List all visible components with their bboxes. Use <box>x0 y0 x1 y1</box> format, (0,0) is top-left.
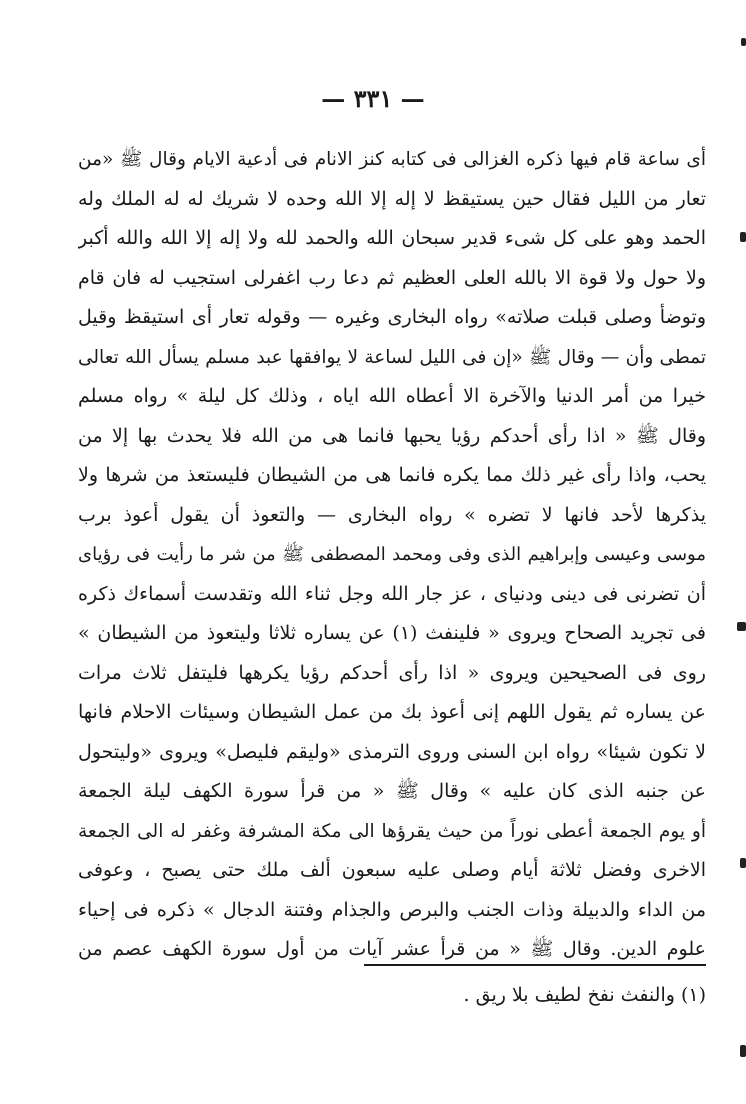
text-line: عن يساره ثم يقول اللهم إنى أعوذ بك من عمل الشيطان وسيئات الاحلام فانها <box>78 701 706 723</box>
footnote: (١) والنفث نفخ لطيف بلا ريق . <box>463 984 706 1006</box>
text-line: تعار من الليل فقال حين يستيقظ لا إله إلا الله وحده لا شريك له له الملك وله <box>78 187 706 210</box>
text-line: الاخرى وفضل ثلاثة أيام وصلى عليه سبعون ألف ملك حتى يصبح ، وعوفى <box>78 859 706 881</box>
text-line: لا تكون شيئا» رواه ابن السنى وروى الترمذى «وليقم فليصل» ويروى «وليتحول <box>78 740 706 763</box>
text-line: خيرا من أمر الدنيا والآخرة الا أعطاه الله اياه ، وذلك كل ليلة » رواه مسلم <box>78 385 706 407</box>
text-line: موسى وعيسى وإبراهيم الذى وفى ومحمد المصطفى ﷺ من شر ما رأيت فى رؤياى <box>78 544 706 565</box>
binding-mark <box>740 1045 746 1057</box>
text-line: أن تضرنى فى دينى ودنياى ، عز جار الله وجل ثناء الله وتقدست أسماءك ذكره <box>78 582 706 605</box>
binding-mark <box>741 38 746 46</box>
binding-mark <box>740 858 746 868</box>
page-number: — ٣٣١ — <box>321 84 425 113</box>
text-line: أو يوم الجمعة أعطى نوراً من حيث يقرؤها الى مكة المشرفة وغفر له الى الجمعة <box>78 820 706 842</box>
text-line: وقال ﷺ « اذا رأى أحدكم رؤيا يحبها فانما هى من الله فلا يحدث بها إلا من <box>78 424 706 447</box>
text-line: فى تجريد الصحاح ويروى « فلينفث (١) عن يساره ثلاثا وليتعوذ من الشيطان » <box>78 622 706 644</box>
text-line: أى ساعة قام فيها ذكره الغزالى فى كتابه كنز الانام فى أدعية الايام وقال ﷺ «من <box>78 149 706 170</box>
text-line: وتوضأ وصلى قبلت صلاته» رواه البخارى وغيره — وقوله تعار أى استيقظ وقيل <box>78 306 706 328</box>
text-line: الحمد وهو على كل شىء قدير سبحان الله والحمد لله ولا إله إلا الله والله أكبر <box>78 227 706 249</box>
binding-mark <box>740 232 746 242</box>
text-line: عن جنبه الذى كان عليه » وقال ﷺ « من قرأ سورة الكهف ليلة الجمعة <box>78 780 706 802</box>
text-line: ولا حول ولا قوة الا بالله العلى العظيم ثم دعا رب اغفرلى استجيب له فان قام <box>78 266 706 289</box>
text-line: يحب، واذا رأى غير ذلك مما يكره فانما هى من الشيطان فليستعذ من شرها ولا <box>78 464 706 486</box>
text-line: يذكرها لأحد فانها لا تضره » رواه البخارى — والتعوذ أن يقول أعوذ برب <box>78 503 706 526</box>
text-line: روى فى الصحيحين ويروى « اذا رأى أحدكم رؤيا يكرهها فليتفل ثلاث مرات <box>78 661 706 684</box>
binding-mark <box>737 622 746 631</box>
text-line: علوم الدين. وقال ﷺ « من قرأ عشر آيات من أول سورة الكهف عصم من <box>78 938 706 960</box>
main-text <box>78 140 706 970</box>
footnote-divider <box>364 964 706 966</box>
text-line: من الداء والدبيلة وذات الجنب والبرص والجذام وفتنة الدجال » ذكره فى إحياء <box>78 898 706 921</box>
text-line: تمطى وأن — وقال ﷺ «إن فى الليل لساعة لا يوافقها عبد مسلم يسأل الله تعالى <box>78 346 706 368</box>
